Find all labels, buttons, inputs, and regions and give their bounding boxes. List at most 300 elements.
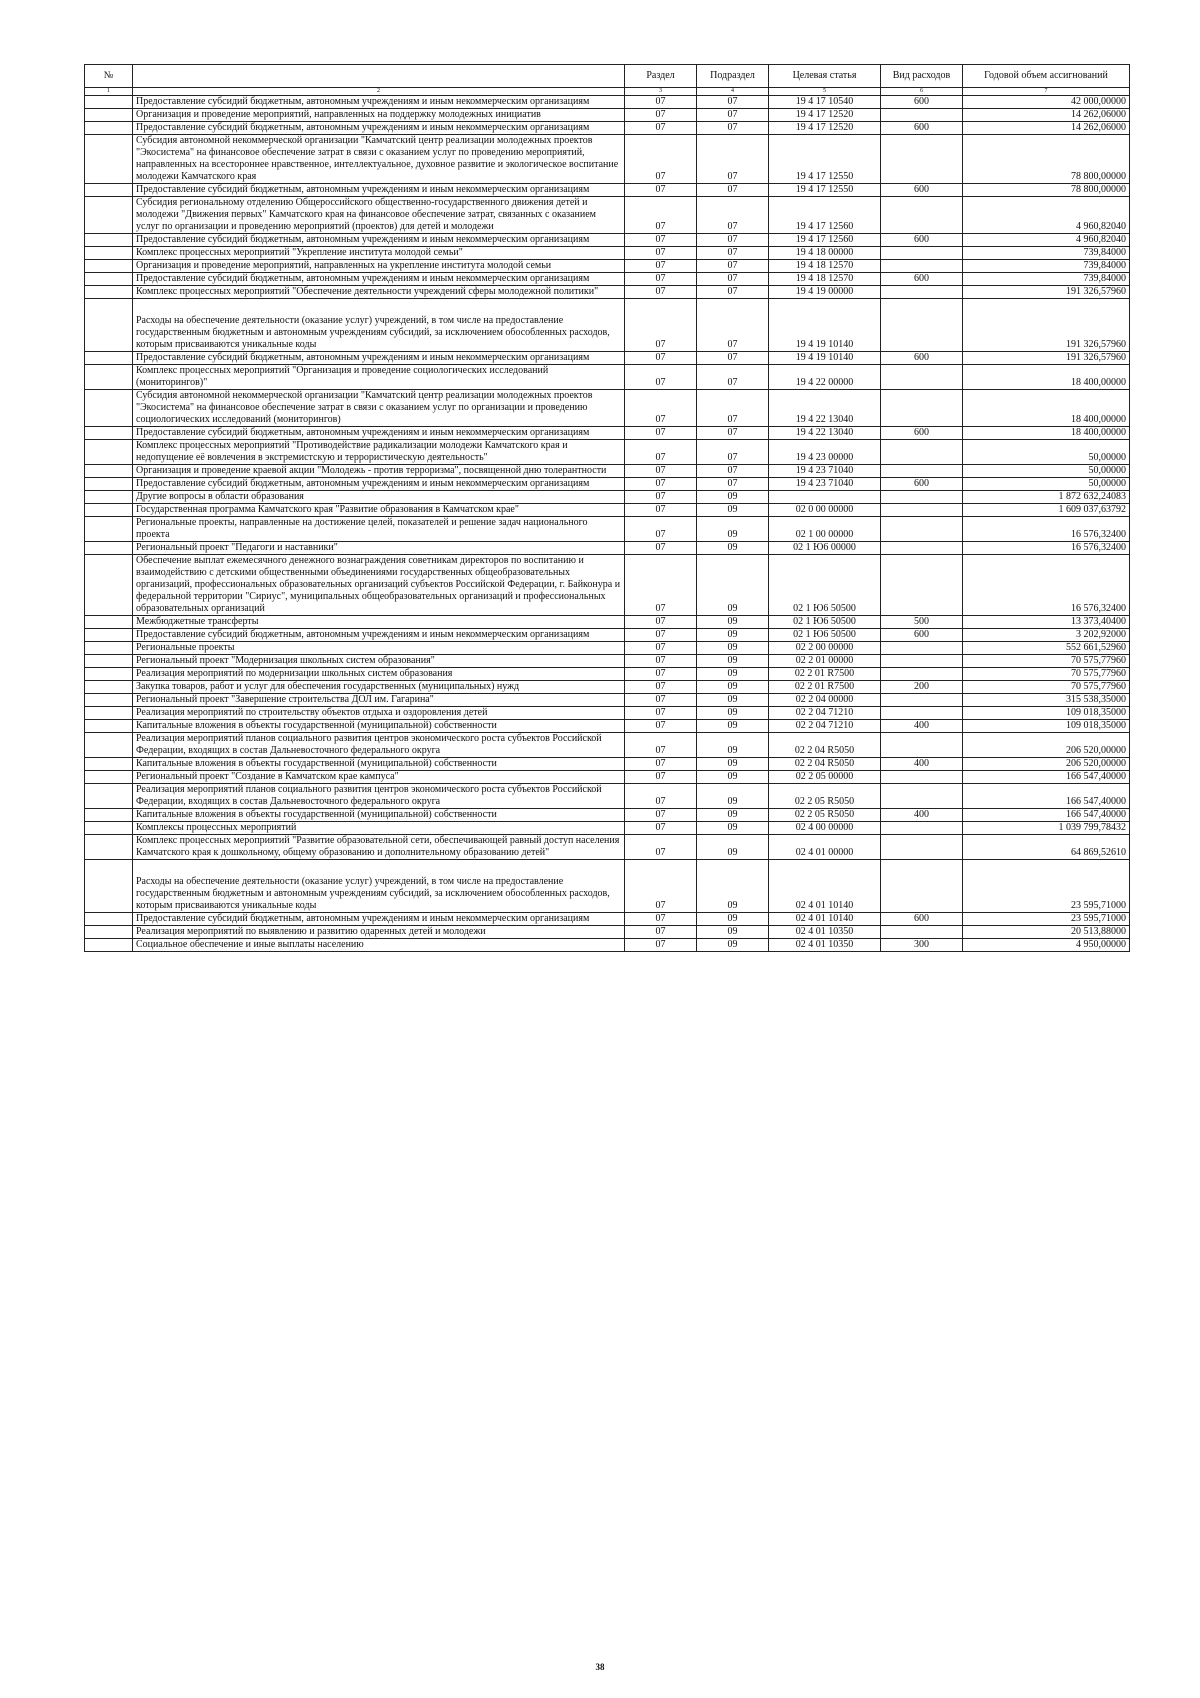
cell-amount: 70 575,77960	[963, 668, 1130, 681]
cell-amount: 70 575,77960	[963, 681, 1130, 694]
cell-name: Предоставление субсидий бюджетным, автономным учреждениям и иным некоммерческим организациям	[133, 913, 625, 926]
cell-article: 02 4 01 00000	[769, 835, 881, 860]
cell-podrazdel: 09	[697, 504, 769, 517]
cell-razdel: 07	[625, 109, 697, 122]
cell-article: 19 4 17 12550	[769, 135, 881, 184]
cell-article: 19 4 18 00000	[769, 247, 881, 260]
table-row	[85, 758, 1130, 771]
cell-article: 19 4 19 10140	[769, 299, 881, 352]
cell-name: Реализация мероприятий по модернизации школьных систем образования	[133, 668, 625, 681]
cell-num	[85, 733, 133, 758]
cell-article: 02 2 05 00000	[769, 771, 881, 784]
cell-article: 02 2 04 71210	[769, 720, 881, 733]
cell-amount: 3 202,92000	[963, 629, 1130, 642]
cell-name: Другие вопросы в области образования	[133, 491, 625, 504]
cell-vid	[881, 655, 963, 668]
cell-razdel: 07	[625, 733, 697, 758]
cell-vid	[881, 771, 963, 784]
cell-amount: 191 326,57960	[963, 299, 1130, 352]
cell-num	[85, 427, 133, 440]
cell-name: Реализация мероприятий по выявлению и развитию одаренных детей и молодежи	[133, 926, 625, 939]
cell-vid	[881, 860, 963, 913]
cell-podrazdel: 09	[697, 939, 769, 952]
table-row	[85, 96, 1130, 109]
cell-name: Реализация мероприятий по строительству объектов отдыха и оздоровления детей	[133, 707, 625, 720]
cell-amount: 78 800,00000	[963, 184, 1130, 197]
cell-razdel: 07	[625, 299, 697, 352]
cell-num	[85, 135, 133, 184]
cell-name: Региональный проект "Педагоги и наставники"	[133, 542, 625, 555]
cell-num	[85, 273, 133, 286]
cell-podrazdel: 09	[697, 771, 769, 784]
cell-name: Предоставление субсидий бюджетным, автономным учреждениям и иным некоммерческим организациям	[133, 273, 625, 286]
cell-razdel: 07	[625, 427, 697, 440]
cell-amount: 14 262,06000	[963, 122, 1130, 135]
cell-amount: 4 950,00000	[963, 939, 1130, 952]
cell-num	[85, 860, 133, 913]
cell-num	[85, 629, 133, 642]
cell-razdel: 07	[625, 478, 697, 491]
cell-num	[85, 707, 133, 720]
cell-razdel: 07	[625, 926, 697, 939]
header-razdel: Раздел	[625, 65, 697, 88]
cell-article: 19 4 18 12570	[769, 260, 881, 273]
cell-razdel: 07	[625, 234, 697, 247]
table-row	[85, 273, 1130, 286]
cell-podrazdel: 09	[697, 822, 769, 835]
table-row	[85, 681, 1130, 694]
cell-num	[85, 96, 133, 109]
cell-article: 19 4 19 10140	[769, 352, 881, 365]
cell-podrazdel: 09	[697, 733, 769, 758]
cell-vid	[881, 642, 963, 655]
cell-vid	[881, 286, 963, 299]
cell-amount: 64 869,52610	[963, 835, 1130, 860]
cell-name: Капитальные вложения в объекты государственной (муниципальной) собственности	[133, 809, 625, 822]
cell-amount: 166 547,40000	[963, 784, 1130, 809]
cell-num	[85, 352, 133, 365]
cell-article: 02 1 Ю6 50500	[769, 555, 881, 616]
cell-amount: 1 609 037,63792	[963, 504, 1130, 517]
cell-razdel: 07	[625, 184, 697, 197]
table-row	[85, 517, 1130, 542]
cell-razdel: 07	[625, 822, 697, 835]
cell-podrazdel: 07	[697, 352, 769, 365]
cell-podrazdel: 07	[697, 122, 769, 135]
cell-vid	[881, 197, 963, 234]
cell-podrazdel: 09	[697, 913, 769, 926]
cell-article: 02 1 00 00000	[769, 517, 881, 542]
header-amount: Годовой объем ассигнований	[963, 65, 1130, 88]
cell-name: Комплексы процессных мероприятий	[133, 822, 625, 835]
cell-razdel: 07	[625, 504, 697, 517]
cell-name: Капитальные вложения в объекты государственной (муниципальной) собственности	[133, 720, 625, 733]
cell-podrazdel: 09	[697, 860, 769, 913]
cell-podrazdel: 07	[697, 440, 769, 465]
budget-sheet	[84, 64, 1129, 952]
cell-amount: 739,84000	[963, 247, 1130, 260]
cell-podrazdel: 09	[697, 720, 769, 733]
table-row	[85, 109, 1130, 122]
cell-amount: 206 520,00000	[963, 733, 1130, 758]
cell-podrazdel: 09	[697, 707, 769, 720]
cell-vid	[881, 365, 963, 390]
cell-razdel: 07	[625, 390, 697, 427]
cell-vid	[881, 835, 963, 860]
cell-article: 02 2 04 R5050	[769, 758, 881, 771]
cell-amount: 20 513,88000	[963, 926, 1130, 939]
cell-vid: 600	[881, 184, 963, 197]
cell-name: Межбюджетные трансферты	[133, 616, 625, 629]
cell-article: 02 4 01 10140	[769, 860, 881, 913]
cell-article: 19 4 17 10540	[769, 96, 881, 109]
cell-vid	[881, 668, 963, 681]
cell-num	[85, 809, 133, 822]
cell-vid: 400	[881, 758, 963, 771]
cell-vid: 400	[881, 720, 963, 733]
cell-name: Субсидия регионaльному отделению Общероссийского общественно-государственного движения детей и молодежи "Движения первых" Камчатского края на финансовое обеспечение затрат, связанных с оказанием услуг по организации и проведению мероприятий (проектов) для детей и молодежи	[133, 197, 625, 234]
cell-amount: 16 576,32400	[963, 555, 1130, 616]
cell-num	[85, 758, 133, 771]
cell-amount: 552 661,52960	[963, 642, 1130, 655]
table-row	[85, 733, 1130, 758]
cell-name: Предоставление субсидий бюджетным, автономным учреждениям и иным некоммерческим организациям	[133, 629, 625, 642]
table-row	[85, 860, 1130, 913]
cell-vid	[881, 299, 963, 352]
cell-podrazdel: 09	[697, 809, 769, 822]
cell-name: Региональные проекты, направленные на достижение целей, показателей и решение задач национального проекта	[133, 517, 625, 542]
cell-podrazdel: 09	[697, 642, 769, 655]
cell-name: Региональный проект "Создание в Камчатском крае кампуса"	[133, 771, 625, 784]
cell-num	[85, 642, 133, 655]
cell-vid: 600	[881, 913, 963, 926]
cell-amount: 23 595,71000	[963, 860, 1130, 913]
header-vid: Вид расходов	[881, 65, 963, 88]
cell-razdel: 07	[625, 707, 697, 720]
table-row	[85, 197, 1130, 234]
cell-razdel: 07	[625, 197, 697, 234]
cell-vid	[881, 247, 963, 260]
cell-vid: 400	[881, 809, 963, 822]
cell-amount: 50,00000	[963, 478, 1130, 491]
cell-podrazdel: 09	[697, 694, 769, 707]
cell-article: 02 1 Ю6 50500	[769, 616, 881, 629]
table-row	[85, 809, 1130, 822]
cell-amount: 739,84000	[963, 273, 1130, 286]
header-index: 3	[625, 88, 697, 96]
cell-amount: 191 326,57960	[963, 286, 1130, 299]
cell-razdel: 07	[625, 517, 697, 542]
cell-razdel: 07	[625, 809, 697, 822]
cell-article: 19 4 23 00000	[769, 440, 881, 465]
cell-podrazdel: 07	[697, 286, 769, 299]
cell-article: 02 2 04 R5050	[769, 733, 881, 758]
cell-razdel: 07	[625, 122, 697, 135]
cell-name: Региональный проект "Завершение строительства ДОЛ им. Гагарина"	[133, 694, 625, 707]
table-row	[85, 465, 1130, 478]
cell-num	[85, 939, 133, 952]
cell-razdel: 07	[625, 247, 697, 260]
cell-article: 02 4 00 00000	[769, 822, 881, 835]
table-row	[85, 184, 1130, 197]
cell-amount: 42 000,00000	[963, 96, 1130, 109]
cell-podrazdel: 07	[697, 260, 769, 273]
cell-podrazdel: 07	[697, 427, 769, 440]
cell-name: Капитальные вложения в объекты государственной (муниципальной) собственности	[133, 758, 625, 771]
cell-num	[85, 542, 133, 555]
cell-amount: 23 595,71000	[963, 913, 1130, 926]
cell-article: 02 4 01 10140	[769, 913, 881, 926]
cell-amount: 315 538,35000	[963, 694, 1130, 707]
cell-article: 02 1 Ю6 00000	[769, 542, 881, 555]
cell-vid: 600	[881, 96, 963, 109]
cell-vid: 600	[881, 478, 963, 491]
cell-name: Организация и проведение краевой акции "Молодежь - против терроризма", посвященной дню толерантности	[133, 465, 625, 478]
cell-num	[85, 440, 133, 465]
table-row	[85, 440, 1130, 465]
cell-amount: 4 960,82040	[963, 234, 1130, 247]
cell-amount: 18 400,00000	[963, 390, 1130, 427]
cell-amount: 166 547,40000	[963, 771, 1130, 784]
cell-num	[85, 926, 133, 939]
cell-podrazdel: 09	[697, 555, 769, 616]
table-row	[85, 491, 1130, 504]
header-num: №	[85, 65, 133, 88]
cell-name: Субсидия автономной некоммерческой организации "Камчатский центр реализации молодежных проектов "Экосистема" на финансовое обеспечение затрат в связи с оказанием услуг по проведению мероприятий, направленных на всестороннее нравственное, интеллектуальное, духовное развитие и экологическое воспитание молодежи Камчатского края	[133, 135, 625, 184]
cell-name: Комплекс процессных мероприятий "Укрепление института молодой семьи"	[133, 247, 625, 260]
cell-vid: 600	[881, 234, 963, 247]
cell-num	[85, 720, 133, 733]
table-row	[85, 555, 1130, 616]
cell-vid	[881, 822, 963, 835]
table-row	[85, 913, 1130, 926]
budget-table	[84, 64, 1130, 952]
table-row	[85, 616, 1130, 629]
cell-article: 19 4 18 12570	[769, 273, 881, 286]
cell-podrazdel: 07	[697, 390, 769, 427]
cell-num	[85, 465, 133, 478]
cell-vid	[881, 135, 963, 184]
cell-podrazdel: 09	[697, 758, 769, 771]
cell-podrazdel: 09	[697, 681, 769, 694]
cell-podrazdel: 07	[697, 184, 769, 197]
table-row	[85, 427, 1130, 440]
cell-name: Предоставление субсидий бюджетным, автономным учреждениям и иным некоммерческим организациям	[133, 122, 625, 135]
cell-amount: 1 872 632,24083	[963, 491, 1130, 504]
cell-num	[85, 390, 133, 427]
cell-podrazdel: 07	[697, 299, 769, 352]
cell-name: Комплекс процессных мероприятий "Обеспечение деятельности учреждений сферы молодежной политики"	[133, 286, 625, 299]
cell-name: Комплекс процессных мероприятий "Развитие образовательной сети, обеспечивающей равный доступ населения Камчатского края к дошкольному, общему образованию и дополнительному образованию детей"	[133, 835, 625, 860]
cell-num	[85, 784, 133, 809]
cell-num	[85, 365, 133, 390]
header-index-row	[85, 88, 1130, 96]
cell-amount: 109 018,35000	[963, 707, 1130, 720]
cell-num	[85, 771, 133, 784]
table-row	[85, 286, 1130, 299]
cell-amount: 50,00000	[963, 440, 1130, 465]
table-row	[85, 478, 1130, 491]
cell-podrazdel: 07	[697, 197, 769, 234]
cell-name: Предоставление субсидий бюджетным, автономным учреждениям и иным некоммерческим организациям	[133, 352, 625, 365]
cell-article: 02 0 00 00000	[769, 504, 881, 517]
table-row	[85, 655, 1130, 668]
cell-num	[85, 668, 133, 681]
table-row	[85, 260, 1130, 273]
cell-vid	[881, 555, 963, 616]
cell-vid: 500	[881, 616, 963, 629]
cell-article: 02 2 01 R7500	[769, 681, 881, 694]
table-row	[85, 694, 1130, 707]
cell-vid: 600	[881, 629, 963, 642]
cell-article: 02 2 00 00000	[769, 642, 881, 655]
table-row	[85, 122, 1130, 135]
cell-name: Обеспечение выплат ежемесячного денежного вознаграждения советникам директоров по воспитанию и взаимодействию с детскими общественными объединениями государственных общеобразовательных организаций, профессиональных образовательных организаций субъектов Российской Федерации, г. Байконура и федеральной территории "Сириус", муниципальных общеобразовательных организаций и профессиональных образовательных организаций	[133, 555, 625, 616]
cell-amount: 16 576,32400	[963, 542, 1130, 555]
cell-podrazdel: 09	[697, 835, 769, 860]
cell-vid	[881, 465, 963, 478]
cell-num	[85, 681, 133, 694]
table-row	[85, 720, 1130, 733]
cell-vid	[881, 542, 963, 555]
cell-podrazdel: 07	[697, 465, 769, 478]
cell-vid	[881, 707, 963, 720]
cell-num	[85, 260, 133, 273]
cell-name: Реализация мероприятий планов социального развития центров экономического роста субъектов Российской Федерации, входящих в состав Дальневосточного федерального округа	[133, 733, 625, 758]
cell-num	[85, 694, 133, 707]
cell-article: 19 4 17 12520	[769, 109, 881, 122]
cell-amount: 166 547,40000	[963, 809, 1130, 822]
cell-article: 02 2 04 71210	[769, 707, 881, 720]
table-row	[85, 668, 1130, 681]
cell-podrazdel: 09	[697, 517, 769, 542]
cell-amount: 18 400,00000	[963, 427, 1130, 440]
cell-razdel: 07	[625, 616, 697, 629]
cell-vid: 600	[881, 273, 963, 286]
header-podrazdel: Подраздел	[697, 65, 769, 88]
cell-razdel: 07	[625, 440, 697, 465]
cell-article: 19 4 22 13040	[769, 427, 881, 440]
cell-article: 19 4 17 12560	[769, 197, 881, 234]
table-row	[85, 822, 1130, 835]
cell-vid	[881, 784, 963, 809]
cell-vid	[881, 109, 963, 122]
page-number: 38	[595, 1662, 605, 1672]
cell-article: 19 4 17 12550	[769, 184, 881, 197]
cell-podrazdel: 09	[697, 926, 769, 939]
cell-amount: 109 018,35000	[963, 720, 1130, 733]
cell-name: Расходы на обеспечение деятельности (оказание услуг) учреждений, в том числе на предоставление государственным бюджетным и автономным учреждениям субсидий, за исключением обособленных расходов, которым присваиваются уникальные коды	[133, 299, 625, 352]
cell-article: 19 4 17 12520	[769, 122, 881, 135]
cell-article: 19 4 22 13040	[769, 390, 881, 427]
cell-podrazdel: 07	[697, 234, 769, 247]
cell-num	[85, 517, 133, 542]
cell-num	[85, 184, 133, 197]
table-row	[85, 352, 1130, 365]
cell-num	[85, 491, 133, 504]
cell-podrazdel: 09	[697, 491, 769, 504]
cell-num	[85, 197, 133, 234]
cell-podrazdel: 07	[697, 273, 769, 286]
table-row	[85, 629, 1130, 642]
cell-razdel: 07	[625, 771, 697, 784]
cell-num	[85, 122, 133, 135]
cell-num	[85, 822, 133, 835]
cell-num	[85, 478, 133, 491]
cell-amount: 206 520,00000	[963, 758, 1130, 771]
cell-razdel: 07	[625, 642, 697, 655]
cell-vid	[881, 517, 963, 542]
table-row	[85, 365, 1130, 390]
cell-name: Организация и проведение мероприятий, направленных на укрепление института молодой семьи	[133, 260, 625, 273]
cell-razdel: 07	[625, 286, 697, 299]
cell-vid	[881, 733, 963, 758]
cell-razdel: 07	[625, 135, 697, 184]
cell-name: Предоставление субсидий бюджетным, автономным учреждениям и иным некоммерческим организациям	[133, 184, 625, 197]
table-row	[85, 135, 1130, 184]
cell-num	[85, 299, 133, 352]
cell-amount: 13 373,40400	[963, 616, 1130, 629]
table-row	[85, 247, 1130, 260]
table-row	[85, 835, 1130, 860]
cell-podrazdel: 07	[697, 247, 769, 260]
cell-vid: 600	[881, 122, 963, 135]
cell-razdel: 07	[625, 939, 697, 952]
cell-podrazdel: 09	[697, 784, 769, 809]
cell-article: 19 4 19 00000	[769, 286, 881, 299]
cell-razdel: 07	[625, 668, 697, 681]
cell-amount: 1 039 799,78432	[963, 822, 1130, 835]
table-row	[85, 707, 1130, 720]
cell-vid: 200	[881, 681, 963, 694]
cell-vid: 600	[881, 427, 963, 440]
cell-amount: 70 575,77960	[963, 655, 1130, 668]
cell-amount: 191 326,57960	[963, 352, 1130, 365]
cell-amount: 50,00000	[963, 465, 1130, 478]
cell-article: 19 4 17 12560	[769, 234, 881, 247]
table-body	[85, 96, 1130, 952]
cell-article	[769, 491, 881, 504]
cell-razdel: 07	[625, 491, 697, 504]
cell-razdel: 07	[625, 835, 697, 860]
header-index: 7	[963, 88, 1130, 96]
cell-article: 19 4 22 00000	[769, 365, 881, 390]
cell-podrazdel: 09	[697, 668, 769, 681]
cell-razdel: 07	[625, 96, 697, 109]
table-row	[85, 299, 1130, 352]
cell-vid	[881, 440, 963, 465]
cell-vid	[881, 504, 963, 517]
table-row	[85, 504, 1130, 517]
cell-razdel: 07	[625, 273, 697, 286]
cell-num	[85, 504, 133, 517]
cell-podrazdel: 07	[697, 365, 769, 390]
cell-name: Региональные проекты	[133, 642, 625, 655]
cell-razdel: 07	[625, 352, 697, 365]
cell-razdel: 07	[625, 465, 697, 478]
cell-podrazdel: 09	[697, 616, 769, 629]
cell-vid	[881, 491, 963, 504]
table-row	[85, 784, 1130, 809]
cell-num	[85, 286, 133, 299]
cell-name: Субсидия автономной некоммерческой организации "Камчатский центр реализации молодежных проектов "Экосистема" на финансовое обеспечение затрат в связи с оказанием услуг по организации и проведению социологических исследований (мониторингов)	[133, 390, 625, 427]
cell-name: Государственная программа Камчатского края "Развитие образования в Камчатском крае"	[133, 504, 625, 517]
header-index: 1	[85, 88, 133, 96]
cell-article: 02 2 01 R7500	[769, 668, 881, 681]
cell-podrazdel: 09	[697, 655, 769, 668]
header-article: Целевая статья	[769, 65, 881, 88]
cell-razdel: 07	[625, 260, 697, 273]
